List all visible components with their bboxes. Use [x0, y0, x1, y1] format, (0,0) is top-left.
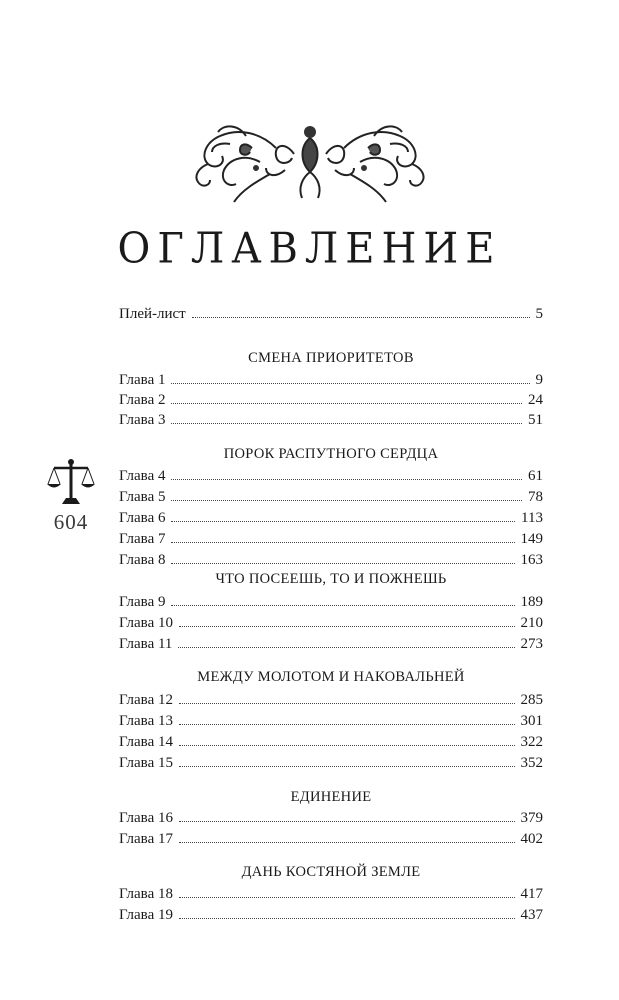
- section-heading: ЕДИНЕНИЕ: [290, 789, 372, 805]
- section-heading: ПОРОК РАСПУТНОГО СЕРДЦА: [223, 446, 439, 462]
- toc-entry-label: Глава 19: [119, 907, 173, 923]
- dot-leader: [171, 390, 522, 404]
- dot-leader: [171, 550, 514, 564]
- page-title: ОГЛАВЛЕНИЕ: [117, 224, 502, 274]
- toc-entry-page: 352: [520, 755, 543, 771]
- toc-entry-label: Глава 4: [119, 468, 166, 484]
- toc-entry[interactable]: [119, 808, 543, 828]
- dot-leader: [179, 732, 515, 746]
- toc-entry[interactable]: [119, 613, 543, 633]
- toc-entry-playlist[interactable]: [119, 304, 543, 324]
- toc-entry[interactable]: [119, 690, 543, 710]
- toc-entry[interactable]: [119, 410, 543, 430]
- dot-leader: [171, 487, 522, 501]
- toc-entry[interactable]: [119, 487, 543, 507]
- toc-entry-label: Глава 6: [119, 510, 166, 526]
- toc-entry-page: 5: [535, 306, 543, 322]
- toc-entry[interactable]: [119, 550, 543, 570]
- scales-of-justice-icon: [46, 458, 96, 506]
- toc-entry[interactable]: [119, 905, 543, 925]
- toc-entry-label: Глава 13: [119, 713, 173, 729]
- toc-entry-label: Глава 5: [119, 489, 166, 505]
- toc-entry[interactable]: [119, 732, 543, 752]
- toc-entry-page: 78: [528, 489, 543, 505]
- toc-entry-label: Глава 9: [119, 594, 166, 610]
- dot-leader: [179, 829, 515, 843]
- toc-entry-label: Глава 15: [119, 755, 173, 771]
- toc-entry-page: 273: [520, 636, 543, 652]
- toc-entry-page: 149: [520, 531, 543, 547]
- dot-leader: [179, 613, 515, 627]
- dot-leader: [179, 690, 515, 704]
- toc-entry-page: 9: [535, 372, 543, 388]
- toc-entry-label: Глава 10: [119, 615, 173, 631]
- toc-entry-label: Глава 2: [119, 392, 166, 408]
- toc-entry-label: Глава 3: [119, 412, 166, 428]
- toc-entry-label: Плей-лист: [119, 306, 186, 322]
- dot-leader: [171, 508, 515, 522]
- toc-entry[interactable]: [119, 508, 543, 528]
- toc-entry-label: Глава 16: [119, 810, 173, 826]
- toc-entry-page: 210: [520, 615, 543, 631]
- toc-entry[interactable]: [119, 529, 543, 549]
- toc-entry-page: 189: [520, 594, 543, 610]
- dot-leader: [179, 711, 515, 725]
- toc-entry-page: 402: [520, 831, 543, 847]
- section-heading: СМЕНА ПРИОРИТЕТОВ: [248, 350, 414, 366]
- dot-leader: [171, 410, 522, 424]
- section-heading: МЕЖДУ МОЛОТОМ И НАКОВАЛЬНЕЙ: [197, 669, 465, 685]
- toc-entry[interactable]: [119, 634, 543, 654]
- page-marker: [42, 458, 100, 535]
- toc-entry-page: 301: [520, 713, 543, 729]
- toc-entry[interactable]: [119, 370, 543, 390]
- toc-entry-page: 163: [520, 552, 543, 568]
- toc-entry[interactable]: [119, 592, 543, 612]
- toc-entry-label: Глава 14: [119, 734, 173, 750]
- toc-entry[interactable]: [119, 390, 543, 410]
- toc-entry-page: 437: [520, 907, 543, 923]
- dot-leader: [171, 529, 514, 543]
- dot-leader: [179, 884, 515, 898]
- toc-entry-label: Глава 8: [119, 552, 166, 568]
- dot-leader: [179, 753, 515, 767]
- dot-leader: [178, 634, 514, 648]
- page-number: 604: [53, 510, 89, 534]
- toc-entry-label: Глава 7: [119, 531, 166, 547]
- toc-entry-label: Глава 12: [119, 692, 173, 708]
- dot-leader: [179, 905, 515, 919]
- toc-entry-label: Глава 1: [119, 372, 166, 388]
- dot-leader: [171, 370, 529, 384]
- dot-leader: [192, 304, 530, 318]
- toc-entry-label: Глава 18: [119, 886, 173, 902]
- section-heading: ЧТО ПОСЕЕШЬ, ТО И ПОЖНЕШЬ: [215, 571, 447, 587]
- toc-entry-page: 61: [528, 468, 543, 484]
- toc-entry-page: 285: [520, 692, 543, 708]
- toc-entry-page: 322: [520, 734, 543, 750]
- toc-entry-page: 417: [520, 886, 543, 902]
- toc-entry[interactable]: [119, 753, 543, 773]
- toc-entry-page: 379: [520, 810, 543, 826]
- dot-leader: [179, 808, 515, 822]
- toc-entry-page: 113: [521, 510, 543, 526]
- dot-leader: [171, 466, 522, 480]
- toc-entry-label: Глава 11: [119, 636, 173, 652]
- section-heading: ДАНЬ КОСТЯНОЙ ЗЕМЛЕ: [241, 864, 421, 880]
- toc-entry[interactable]: [119, 829, 543, 849]
- toc-entry-page: 51: [528, 412, 543, 428]
- baroque-scroll-ornament-icon: [190, 118, 430, 203]
- dot-leader: [171, 592, 514, 606]
- toc-entry[interactable]: [119, 466, 543, 486]
- toc-entry[interactable]: [119, 884, 543, 904]
- toc-entry[interactable]: [119, 711, 543, 731]
- toc-entry-label: Глава 17: [119, 831, 173, 847]
- toc-entry-page: 24: [528, 392, 543, 408]
